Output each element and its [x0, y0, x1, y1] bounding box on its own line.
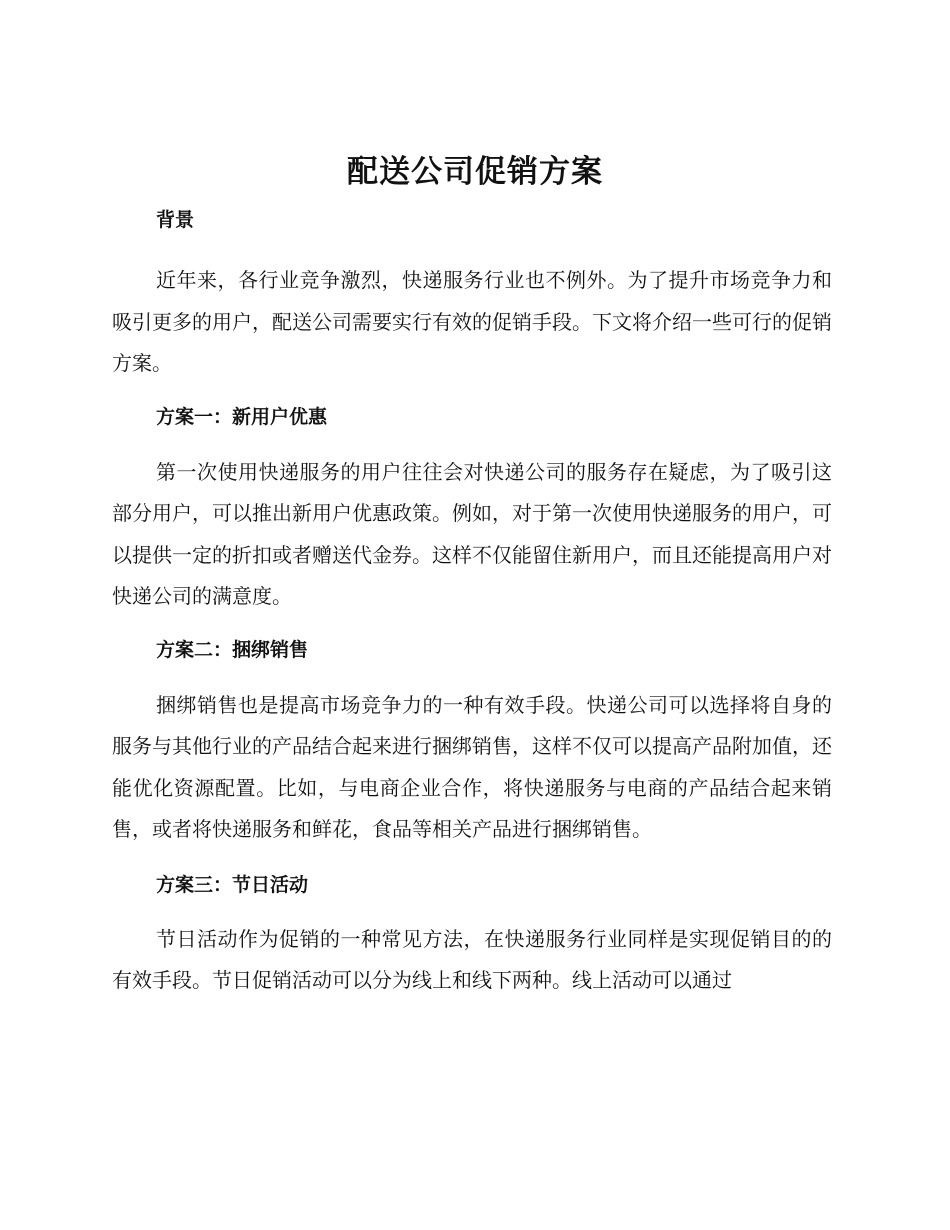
- section-paragraph-plan-1: 第一次使用快递服务的用户往往会对快递公司的服务存在疑虑，为了吸引这部分用户，可以推出新用户优惠政策。例如，对于第一次使用快递服务的用户，可以提供一定的折扣或者赠送代金券。这样不仅能留住新用户，而且还能提高用户对快递公司的满意度。: [112, 459, 832, 608]
- section-paragraph-background: 近年来，各行业竞争激烈，快递服务行业也不例外。为了提升市场竞争力和吸引更多的用户，配送公司需要实行有效的促销手段。下文将介绍一些可行的促销方案。: [112, 268, 832, 375]
- section-heading-plan-2: 方案二：捆绑销售: [156, 638, 309, 661]
- document-body: [112, 200, 832, 1002]
- section-paragraph-plan-2: 捆绑销售也是提高市场竞争力的一种有效手段。快递公司可以选择将自身的服务与其他行业的产品结合起来进行捆绑销售，这样不仅可以提高产品附加值，还能优化资源配置。比如，与电商企业合作，将快递服务与电商的产品结合起来销售，或者将快递服务和鲜花，食品等相关产品进行捆绑销售。: [112, 692, 832, 841]
- section-heading-plan-1: 方案一：新用户优惠: [156, 405, 328, 428]
- document-title: 配送公司促销方案: [347, 154, 603, 190]
- section-paragraph-plan-3: 节日活动作为促销的一种常见方法，在快递服务行业同样是实现促销目的的有效手段。节日促销活动可以分为线上和线下两种。线上活动可以通过: [112, 926, 832, 992]
- section-heading-plan-3: 方案三：节日活动: [156, 873, 309, 896]
- section-heading-background: 背景: [156, 209, 195, 231]
